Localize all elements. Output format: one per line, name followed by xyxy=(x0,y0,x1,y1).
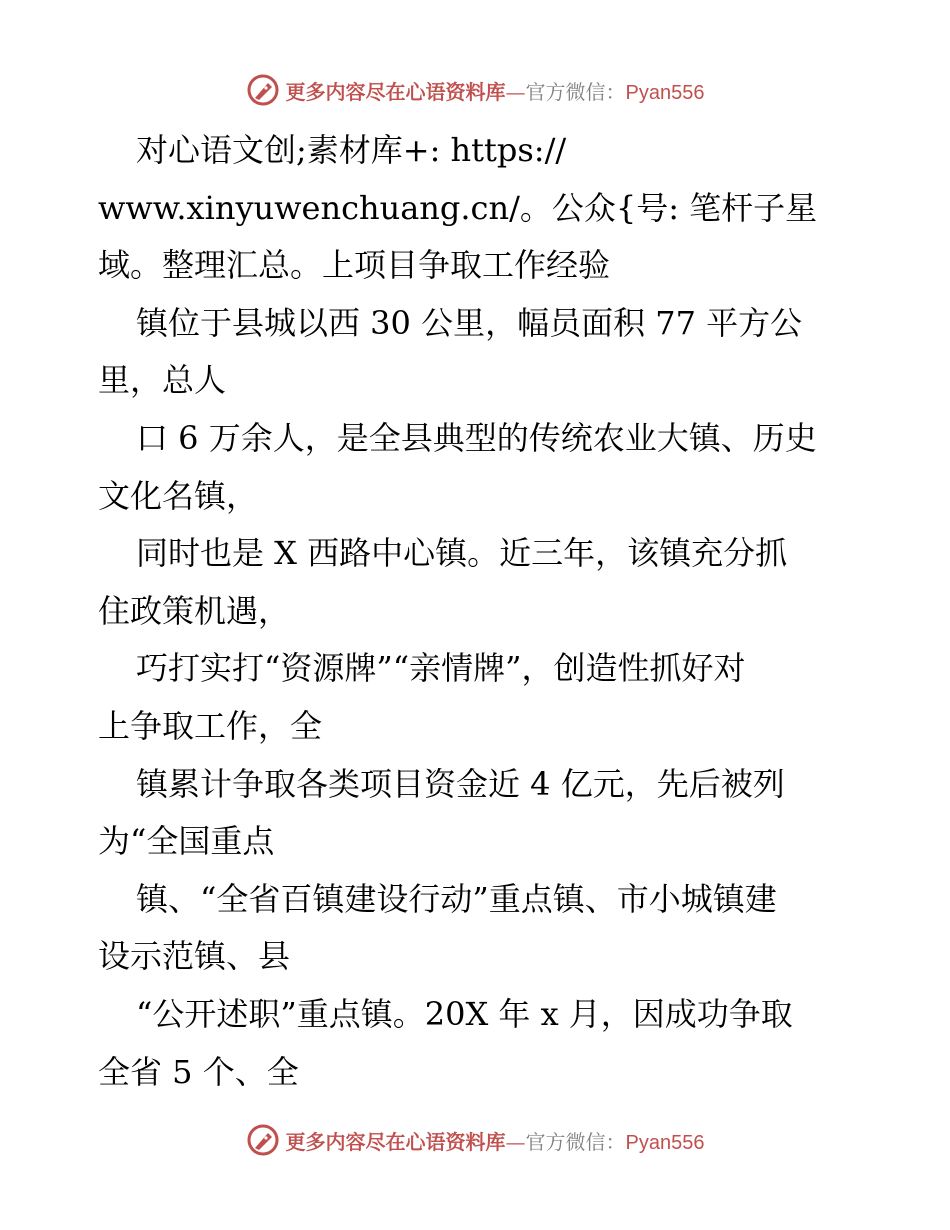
body-line: 里，总人 xyxy=(98,361,227,400)
header-banner-wechat-id: Pyan556 xyxy=(625,81,705,104)
pen-nib-circle-icon xyxy=(246,1123,280,1157)
footer-banner-title: 更多内容尽在心语资料库 xyxy=(285,1129,506,1154)
body-line: 巧打实打“资源牌”“亲情牌”，创造性抓好对 xyxy=(136,649,746,688)
body-line: 文化名镇， xyxy=(98,476,259,515)
document-body xyxy=(98,122,858,1101)
body-line: www.xinyuwenchuang.cn/。公众{号: 笔杆子星 xyxy=(98,188,818,227)
header-banner-dash: — xyxy=(505,79,526,104)
body-line: 口 6 万余人，是全县典型的传统农业大镇、历史 xyxy=(136,418,817,457)
body-line: 镇累计争取各类项目资金近 4 亿元，先后被列 xyxy=(136,764,785,803)
footer-banner-wechat-id: Pyan556 xyxy=(625,1131,705,1154)
header-banner-wechat-label: 官方微信： xyxy=(525,79,626,104)
header-banner xyxy=(0,70,950,110)
body-line: 对心语文创;素材库+: https:// xyxy=(136,131,567,169)
header-banner-text xyxy=(286,76,705,105)
body-line: 为“全国重点 xyxy=(98,822,275,861)
footer-banner xyxy=(0,1120,950,1160)
body-line: 设示范镇、县 xyxy=(98,937,291,976)
header-banner-title: 更多内容尽在心语资料库 xyxy=(285,79,506,104)
body-line: “公开述职”重点镇。20X 年 x 月，因成功争取 xyxy=(136,994,793,1033)
body-line: 全省 5 个、全 xyxy=(98,1052,299,1091)
body-line: 镇、“全省百镇建设行动”重点镇、市小城镇建 xyxy=(136,879,777,918)
body-line: 域。整理汇总。上项目争取工作经验 xyxy=(98,246,611,285)
body-line: 同时也是 X 西路中心镇。近三年，该镇充分抓 xyxy=(136,534,788,573)
body-line: 上争取工作，全 xyxy=(98,706,323,745)
header-banner-content xyxy=(246,73,705,107)
footer-banner-text xyxy=(286,1126,705,1155)
footer-banner-wechat-label: 官方微信： xyxy=(525,1129,626,1154)
body-line: 住政策机遇， xyxy=(98,591,291,630)
pen-nib-circle-icon xyxy=(246,73,280,107)
footer-banner-content xyxy=(246,1123,705,1157)
footer-banner-dash: — xyxy=(505,1129,526,1154)
body-line: 镇位于县城以西 30 公里，幅员面积 77 平方公 xyxy=(136,303,803,342)
